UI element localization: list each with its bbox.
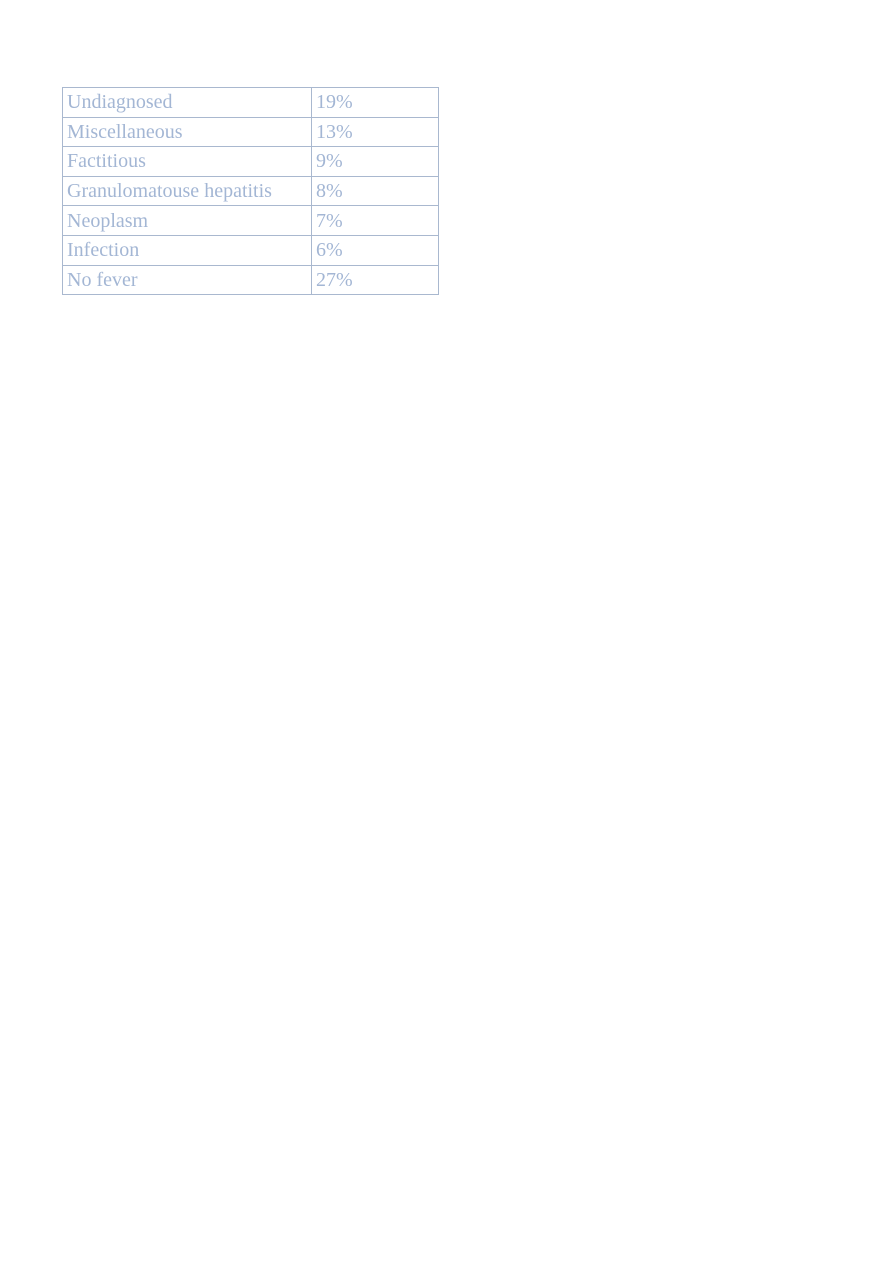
table-row <box>63 235 439 265</box>
category-cell: Granulomatouse hepatitis <box>63 176 312 206</box>
table-row <box>63 176 439 206</box>
data-table <box>62 87 439 295</box>
value-cell: 27% <box>312 265 439 295</box>
category-cell: Infection <box>63 235 312 265</box>
value-cell: 7% <box>312 206 439 236</box>
value-cell: 8% <box>312 176 439 206</box>
table-row <box>63 88 439 118</box>
value-cell: 9% <box>312 147 439 177</box>
table-body <box>63 88 439 295</box>
table-row <box>63 147 439 177</box>
category-cell: Factitious <box>63 147 312 177</box>
table-row <box>63 117 439 147</box>
value-cell: 6% <box>312 235 439 265</box>
category-cell: No fever <box>63 265 312 295</box>
value-cell: 13% <box>312 117 439 147</box>
category-cell: Undiagnosed <box>63 88 312 118</box>
table-row <box>63 265 439 295</box>
category-cell: Miscellaneous <box>63 117 312 147</box>
category-cell: Neoplasm <box>63 206 312 236</box>
value-cell: 19% <box>312 88 439 118</box>
table-row <box>63 206 439 236</box>
